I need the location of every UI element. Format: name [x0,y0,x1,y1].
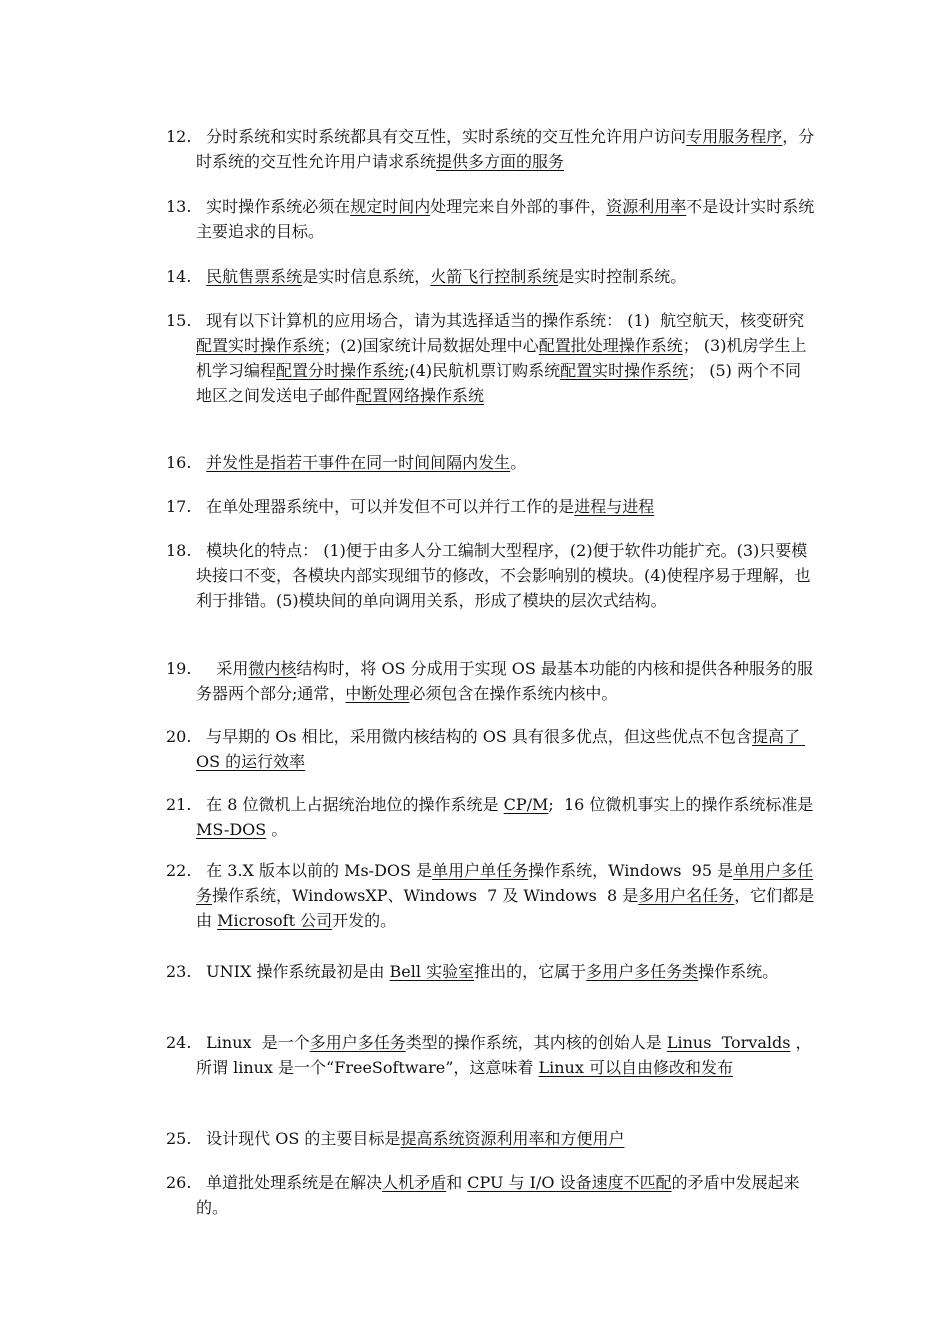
answer-blank: 配置实时操作系统 [560,361,689,380]
question-number: 18. [166,541,192,560]
answer-blank: 规定时间内 [350,197,431,216]
question-text [196,124,816,174]
question-number: 15. [166,311,192,330]
question-number: 19. [166,659,192,678]
question-text [196,194,816,244]
answer-blank: MS-DOS [196,820,267,839]
text-segment: 在单处理器系统中，可以并发但不可以并行工作的是 [196,497,575,516]
text-segment: 单道批处理系统是在解决 [196,1173,383,1192]
text-segment: 不是设计实时系统主要追求的目标。 [196,197,815,241]
answer-blank: 提高系统资源利用率和方便用户 [400,1129,625,1148]
text-segment: ； (3)机房学生上机学习编程 [196,336,807,380]
text-segment: 。 [266,820,288,839]
question-number: 24. [166,1033,192,1052]
answer-blank: 多用户多任务 [309,1033,406,1052]
answer-blank: Bell 实验室 [389,962,475,981]
answer-blank: 中断处理 [345,684,410,703]
question-text [196,1126,816,1151]
answer-blank: 提供多方面的服务 [436,152,565,171]
answer-blank: Microsoft 公司 [217,911,333,930]
text-segment: 实时操作系统必须在 [196,197,351,216]
text-segment: ; 16 位微机事实上的操作系统标准是 [548,795,819,814]
question-item [166,308,816,408]
answer-blank: 民航售票系统 [206,267,303,286]
question-number: 26. [166,1173,192,1192]
answer-blank: 微内核 [248,659,297,678]
text-segment: 采用 [196,659,249,678]
answer-blank: 配置分时操作系统 [276,361,405,380]
question-number: 16. [166,453,192,472]
question-item [166,538,816,613]
question-text [196,1170,816,1220]
question-item [166,959,816,984]
question-item [166,792,819,842]
answer-blank: 配置网络操作系统 [356,386,485,405]
text-segment: 类型的操作系统，其内核的创始人是 [405,1033,667,1052]
question-text [196,792,819,842]
answer-blank: CPU 与 I/O 设备速度不匹配 [467,1173,672,1192]
question-number: 12. [166,127,192,146]
question-item [166,450,816,475]
question-number: 20. [166,727,192,746]
question-text [196,858,816,933]
answer-blank: 进程与进程 [574,497,655,516]
answer-blank: Linus Torvalds [666,1033,791,1052]
text-segment: 结构时，将 OS 分成用于实现 OS 最基本功能的内核和提供各种服务的服务器两个部分;通常， [196,659,813,703]
answer-blank: 配置批处理操作系统 [538,336,683,355]
question-text [196,494,816,519]
text-segment: 处理完来自外部的事件， [430,197,607,216]
answer-blank: 配置实时操作系统 [196,336,325,355]
text-segment [196,453,206,472]
answer-blank: 并发性是指若干事件在同一时间间隔内发生 [206,453,511,472]
text-segment: 操作系统，WindowsXP、Windows 7 及 Windows 8 是 [212,886,639,905]
question-text [196,1030,816,1080]
text-segment: 操作系统，Windows 95 是 [528,861,734,880]
question-item [166,858,816,933]
question-text [196,959,816,984]
answer-blank: 资源利用率 [606,197,687,216]
answer-blank: 火箭飞行控制系统 [430,267,559,286]
answer-blank: Linux 可以自由修改和发布 [538,1058,733,1077]
question-number: 25. [166,1129,192,1148]
text-segment: 必须包含在操作系统内核中。 [409,684,618,703]
question-number: 21. [166,795,192,814]
question-number: 23. [166,962,192,981]
question-text [196,538,816,613]
text-segment: 是实时信息系统， [302,267,431,286]
question-item [166,124,816,174]
answer-blank: 提高了 OS 的运行效率 [196,727,806,771]
text-segment: ； (5) 两个不同地区之间发送电子邮件 [196,361,801,405]
text-segment: UNIX 操作系统最初是由 [196,962,390,981]
answer-blank: 单用户多任务 [196,861,814,905]
question-text [196,264,816,289]
question-item [166,264,816,289]
answer-blank: 多用户多任务类 [586,962,699,981]
text-segment [196,267,206,286]
text-segment: ，所谓 linux 是一个“FreeSoftware”，这意味着 [196,1033,812,1077]
text-segment: 。 [510,453,527,472]
text-segment: 模块化的特点： (1)便于由多人分工编制大型程序，(2)便于软件功能扩充。(3)只要模块接口不变，各模块内部实现细节的修改，不会影响别的模块。(4)使程序易于理解，也利于排错。(5)模块间的单向调用关系，形成了模块的层次式结构。 [196,541,811,610]
text-segment: 推出的，它属于 [474,962,587,981]
text-segment: ;(4)民航机票订购系统 [404,361,561,380]
question-number: 22. [166,861,192,880]
text-segment: 现有以下计算机的应用场合，请为其选择适当的操作系统： (1) 航空航天，核变研究 [196,311,805,330]
text-segment: 是实时控制系统。 [558,267,687,286]
text-segment: ，它们都是由 [196,886,815,930]
question-number: 17. [166,497,192,516]
question-item [166,494,816,519]
question-text [196,656,816,706]
text-segment: 和 [446,1173,468,1192]
text-segment: ，分时系统的交互性允许用户请求系统 [196,127,815,171]
text-segment: 开发的。 [332,911,397,930]
answer-blank: 多用户名任务 [638,886,735,905]
text-segment: 设计现代 OS 的主要目标是 [196,1129,401,1148]
answer-blank: 单用户单任务 [432,861,529,880]
question-number: 14. [166,267,192,286]
question-item [166,724,816,774]
answer-blank: 人机矛盾 [382,1173,447,1192]
answer-blank: 专用服务程序 [686,127,783,146]
text-segment: 的矛盾中发展起来的。 [196,1173,800,1217]
text-segment: 在 3.X 版本以前的 Ms-DOS 是 [196,861,433,880]
question-text [196,724,816,774]
text-segment: 操作系统。 [698,962,779,981]
question-text [196,450,816,475]
text-segment: Linux 是一个 [196,1033,310,1052]
question-item [166,1030,816,1080]
question-text [196,308,816,408]
text-segment: 分时系统和实时系统都具有交互性，实时系统的交互性允许用户访问 [196,127,687,146]
question-item [166,1170,816,1220]
question-number: 13. [166,197,192,216]
question-item [166,194,816,244]
question-item [166,656,816,706]
text-segment: 在 8 位微机上占据统治地位的操作系统是 [196,795,504,814]
text-segment: 与早期的 Os 相比，采用微内核结构的 OS 具有很多优点，但这些优点不包含 [196,727,752,746]
question-item [166,1126,816,1151]
answer-blank: CP/M [503,795,549,814]
text-segment: ；(2)国家统计局数据处理中心 [324,336,539,355]
